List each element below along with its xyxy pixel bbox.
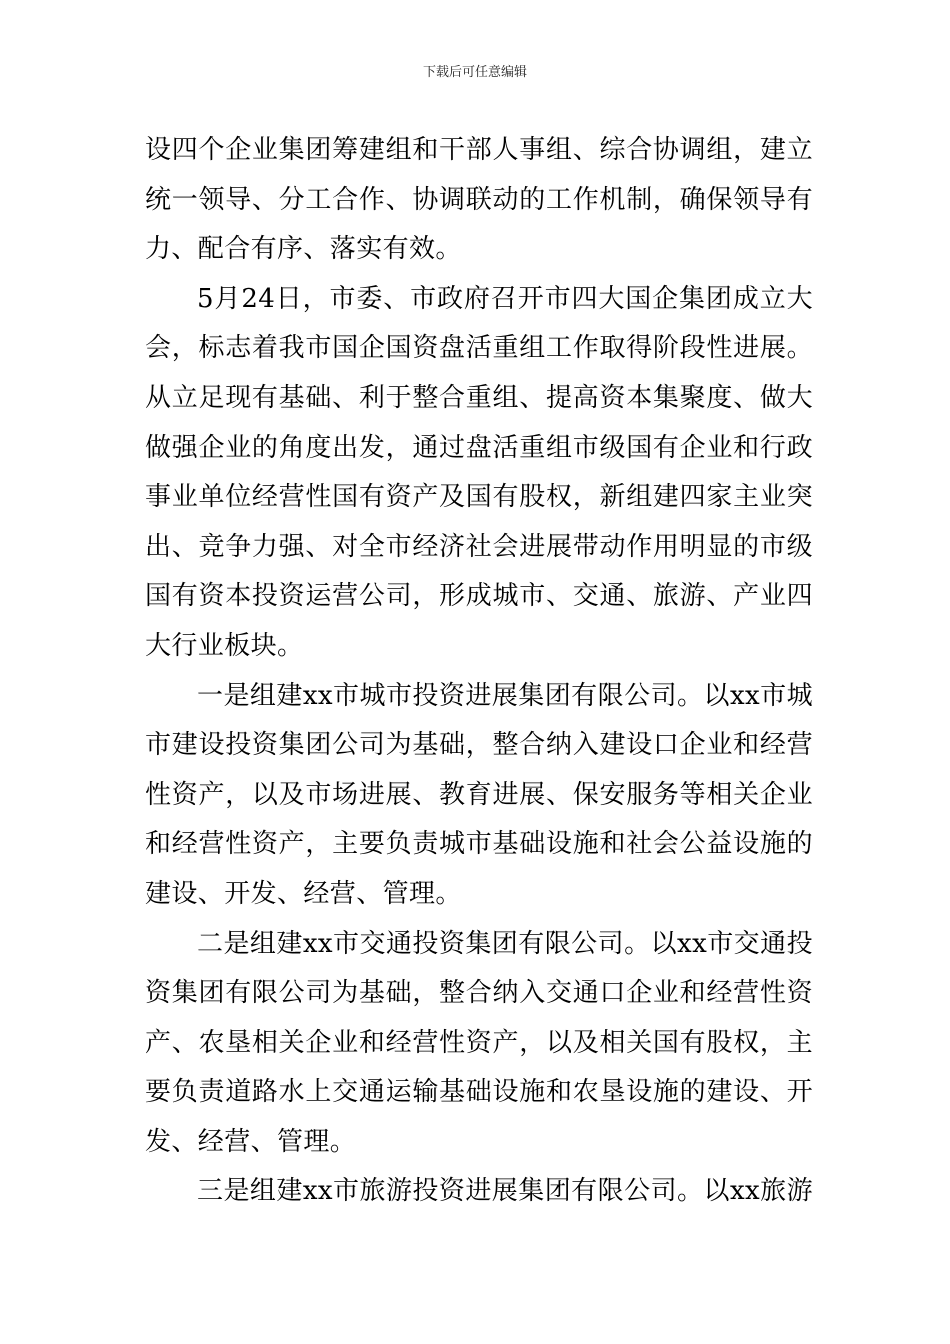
paragraph-line: 一是组建xx市城市投资进展集团有限公司。以xx市城 bbox=[197, 680, 813, 711]
paragraph bbox=[145, 275, 813, 672]
paragraph-line: 和经营性资产，主要负责城市基础设施和社会公益设施的 bbox=[145, 829, 813, 860]
document-body bbox=[145, 126, 813, 1217]
paragraph-line: 出、竞争力强、对全市经济社会进展带动作用明显的市级 bbox=[145, 531, 813, 562]
paragraph-line: 大行业板块。 bbox=[145, 630, 304, 661]
paragraph-line: 国有资本投资运营公司，形成城市、交通、旅游、产业四 bbox=[145, 581, 813, 612]
paragraph bbox=[145, 920, 813, 1168]
paragraph-line: 做强企业的角度出发，通过盘活重组市级国有企业和行政 bbox=[145, 432, 813, 463]
paragraph-line: 产、农垦相关企业和经营性资产，以及相关国有股权，主 bbox=[145, 1027, 813, 1058]
paragraph-line: 资集团有限公司为基础，整合纳入交通口企业和经营性资 bbox=[145, 978, 813, 1009]
paragraph-line: 性资产，以及市场进展、教育进展、保安服务等相关企业 bbox=[145, 779, 813, 810]
paragraph-line: 5月24日，市委、市政府召开市四大国企集团成立大 bbox=[197, 283, 813, 314]
paragraph-line: 市建设投资集团公司为基础，整合纳入建设口企业和经营 bbox=[145, 730, 813, 761]
paragraph-line: 统一领导、分工合作、协调联动的工作机制，确保领导有 bbox=[145, 184, 813, 215]
paragraph-line: 会，标志着我市国企国资盘活重组工作取得阶段性进展。 bbox=[145, 333, 813, 364]
paragraph-line: 发、经营、管理。 bbox=[145, 1126, 357, 1157]
paragraph-line: 建设、开发、经营、管理。 bbox=[145, 878, 462, 909]
page-header: 下载后可任意编辑 bbox=[422, 65, 527, 80]
paragraph-line: 事业单位经营性国有资产及国有股权，新组建四家主业突 bbox=[145, 482, 813, 513]
paragraph-line: 二是组建xx市交通投资集团有限公司。以xx市交通投 bbox=[197, 928, 813, 959]
paragraph bbox=[145, 126, 813, 275]
paragraph-line: 从立足现有基础、利于整合重组、提高资本集聚度、做大 bbox=[145, 382, 813, 413]
paragraph bbox=[145, 1167, 813, 1217]
paragraph-line: 设四个企业集团筹建组和干部人事组、综合协调组，建立 bbox=[145, 135, 813, 165]
paragraph bbox=[145, 672, 813, 920]
paragraph-line: 力、配合有序、落实有效。 bbox=[145, 234, 462, 265]
paragraph-line: 要负责道路水上交通运输基础设施和农垦设施的建设、开 bbox=[145, 1077, 813, 1108]
paragraph-line: 三是组建xx市旅游投资进展集团有限公司。以xx旅游 bbox=[197, 1176, 813, 1207]
